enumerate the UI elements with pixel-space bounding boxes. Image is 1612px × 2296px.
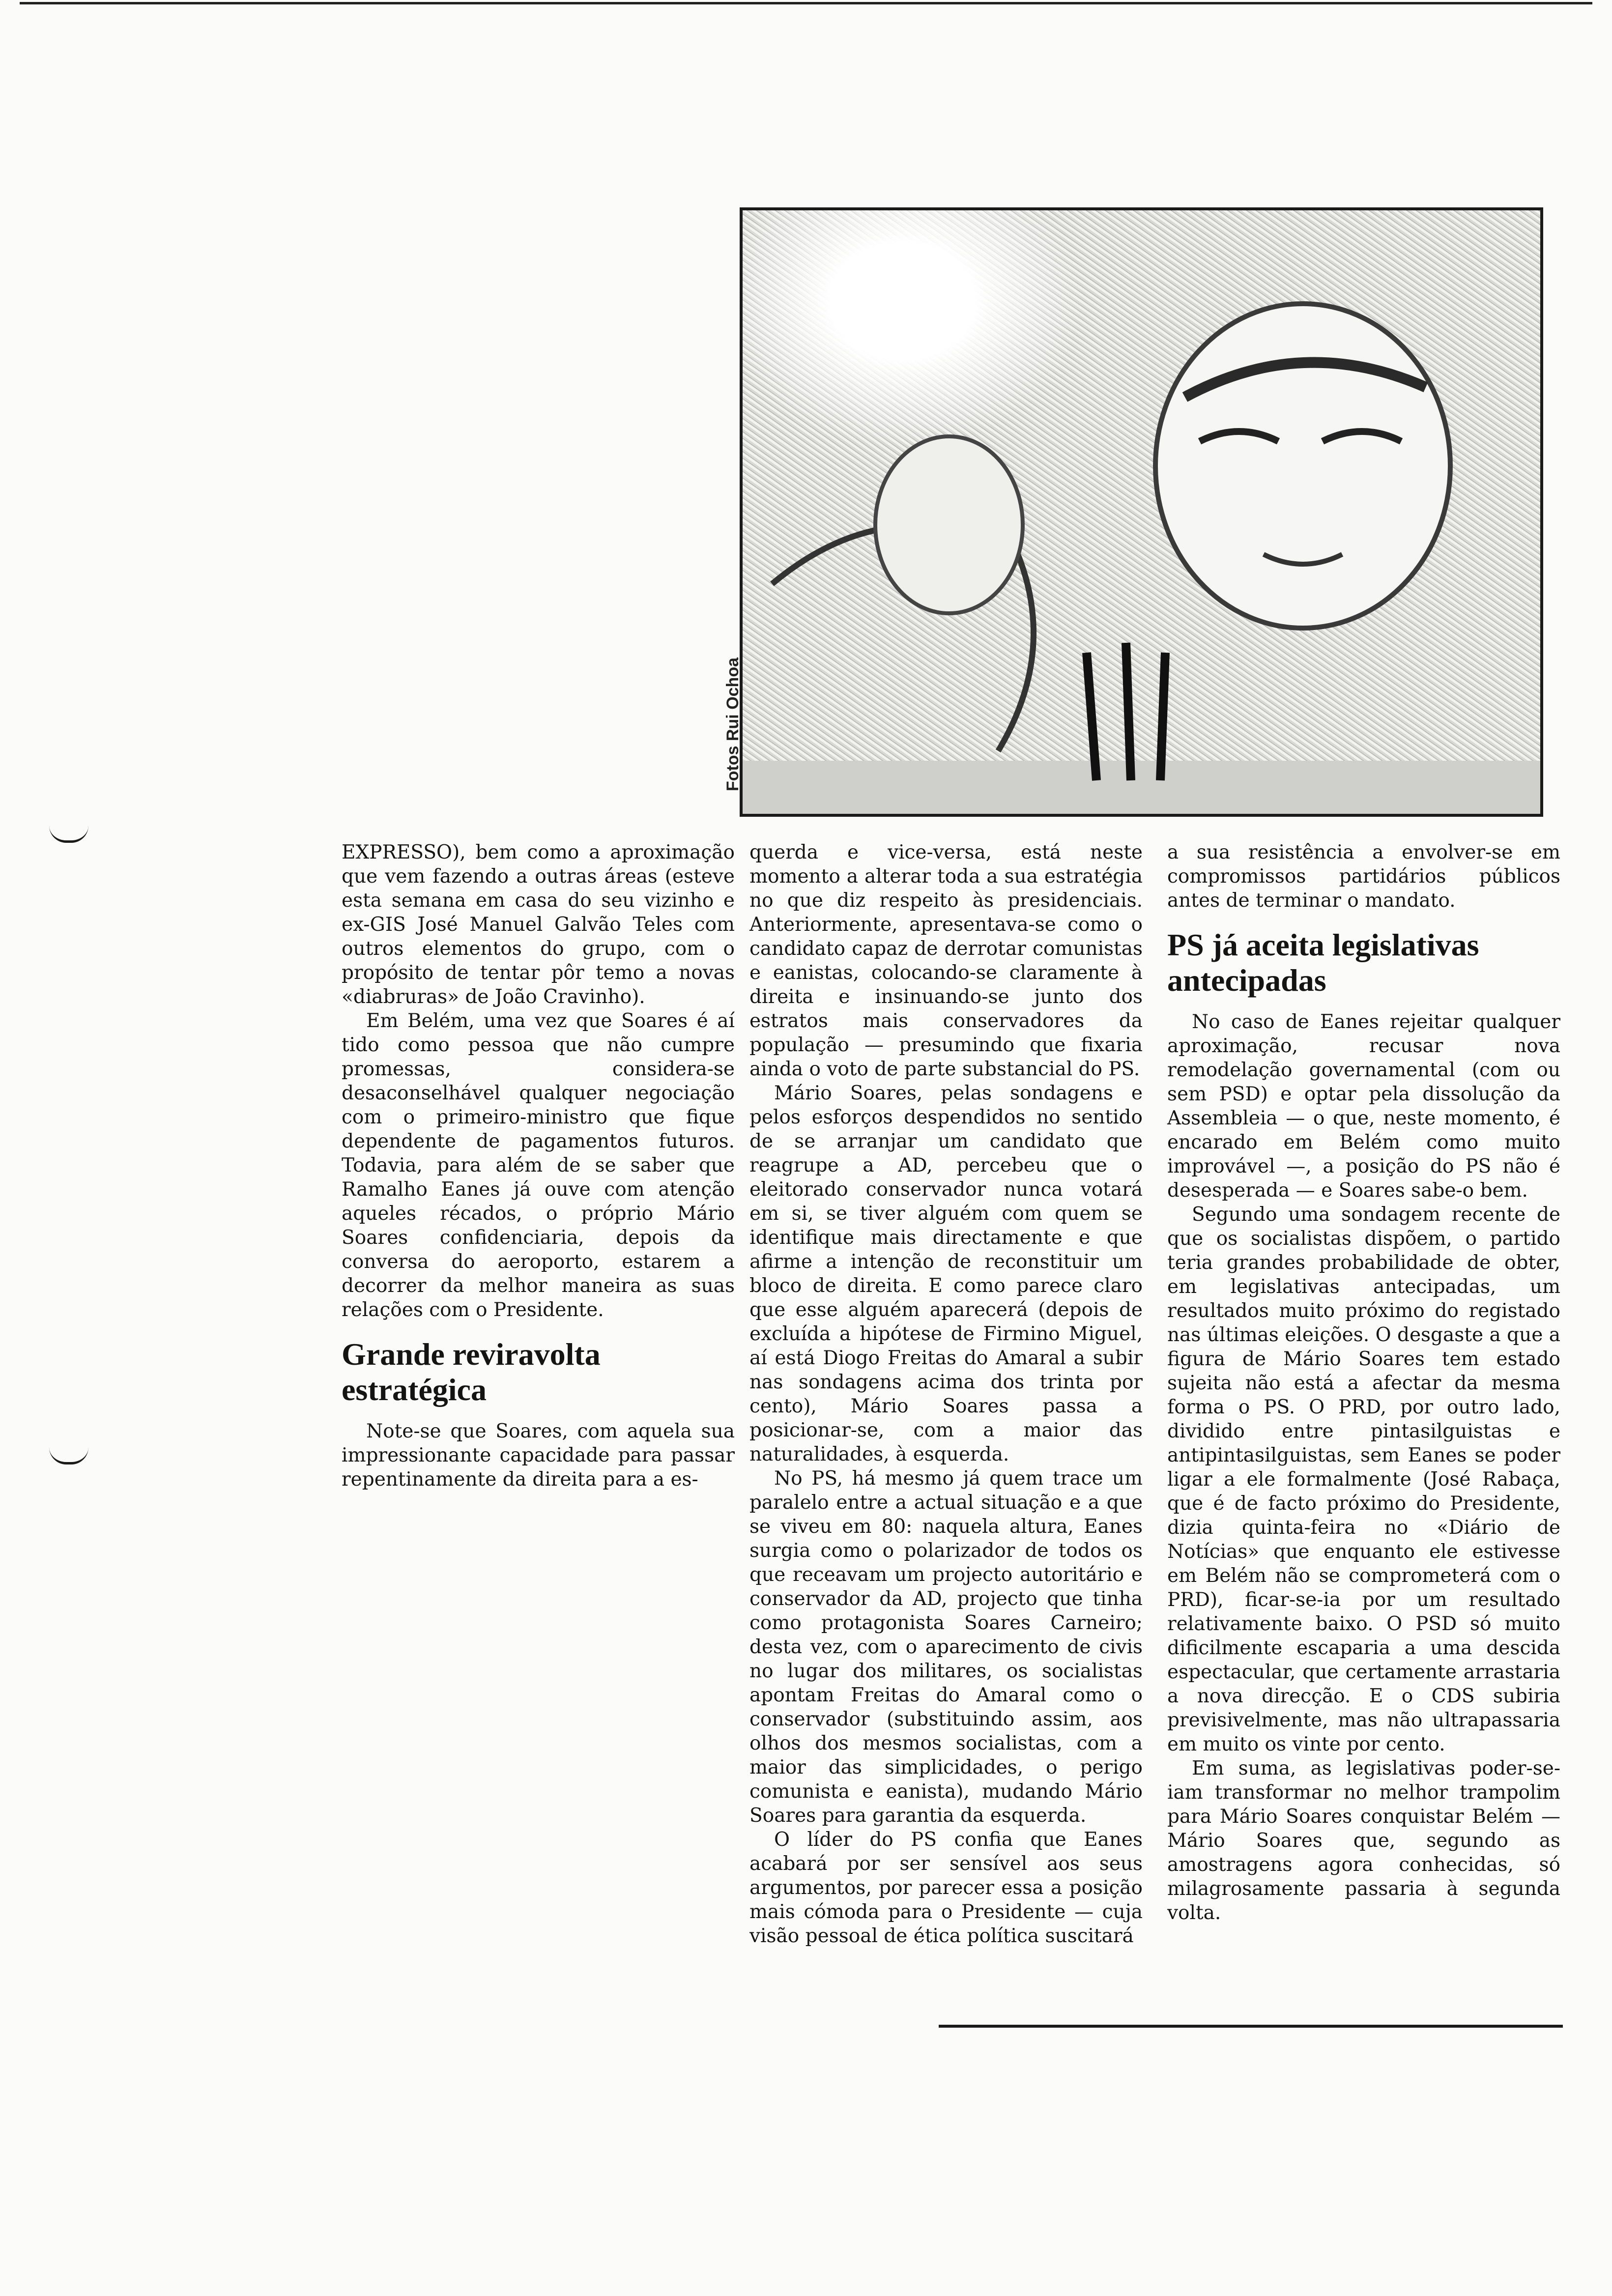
paragraph: EXPRESSO), bem como a aproximação que vem fazendo a outras áreas (esteve esta semana em casa do seu vizinho e ex-GIS José Manuel Galvão Teles com outros elementos do grupo, com o propósito de tentar pôr temo a novas «diabruras» de João Cravinho). [342,841,735,1008]
paragraph: No PS, há mesmo já quem trace um paralelo entre a actual situação e a que se viveu em 80: naquela altura, Eanes surgia como o polarizador de todos os que receavam um projecto autoritário e conservador da AD, projecto que tinha como protagonista Soares Carneiro; desta vez, com o aparecimento de civis no lugar dos militares, os socialistas apontam Freitas do Amaral como o conservador (substituindo assim, aos olhos dos mesmos socialistas, com a maior das simplicidades, o perigo comunista e eanista), mudando Mário Soares para garantia da esquerda. [749,1467,1143,1827]
paragraph: O líder do PS confia que Eanes acabará por ser sensível aos seus argumentos, por parecer essa a posição mais cómoda para o Presidente — cuja visão pessoal de ética política suscitará [749,1829,1143,1947]
column-1 [342,840,735,1492]
column-3 [1167,840,1560,1925]
paragraph: querda e vice-versa, está neste momento a alterar toda a sua estratégia no que diz respeito às presidenciais. Anteriormente, apresentava-se como o candidato capaz de derrotar comunistas e eanistas, colocando-se claramente à direita e insinuando-se junto dos estratos mais conservadores da população — presumindo que fixaria ainda o voto de parte substancial do PS. [749,841,1143,1080]
paragraph: Mário Soares, pelas sondagens e pelos esforços despendidos no sentido de se arranjar um candidato que reagrupe a AD, percebeu que o eleitorado conservador nunca votará em si, se tiver alguém com quem se identifique mais directamente e que afirme a intenção de reconstituir um bloco de direita. E como parece claro que esse alguém aparecerá (depois de excluída a hipótese de Firmino Miguel, aí está Diogo Freitas do Amaral a subir nas sondagens acima dos trinta por cento), Mário Soares passa a posicionar-se, com a maior das naturalidades, à esquerda. [749,1082,1143,1465]
paragraph: Em Belém, uma vez que Soares é aí tido como pessoa que não cumpre promessas, considera-se desaconselhável qualquer negociação com o primeiro-ministro que fique dependente de pagamentos futuros. Todavia, para além de se saber que Ramalho Eanes já ouve com atenção aqueles récados, o próprio Mário Soares confidenciaria, depois da conversa do aeroporto, estarem a decorrer da melhor maneira as suas relações com o Presidente. [342,1010,735,1321]
paragraph: No caso de Eanes rejeitar qualquer aproximação, recusar nova remodelação governamental (com ou sem PSD) e optar pela dissolução da Assembleia — o que, neste momento, é encarado em Belém como muito improvável —, a posição do PS não é desesperada — e Soares sabe-o bem. [1167,1011,1560,1202]
paragraph: a sua resistência a envolver-se em compromissos partidários públicos antes de terminar o mandato. [1167,841,1560,912]
paragraph: Segundo uma sondagem recente de que os socialistas dispõem, o partido teria grandes probabilidade de obter, em legislativas antecipadas, um resultados muito próximo do registado nas últimas eleições. O desgaste a que a figura de Mário Soares tem estado sujeita não está a afectar da mesma forma o PS. O PRD, por outro lado, dividido entre pintasilguistas e antipintasilguistas, sem Eanes se poder ligar a ele formalmente (José Rabaça, que é de facto próximo do Presidente, dizia quinta-feira no «Diário de Notícias» que enquanto ele estivesse em Belém não se comprometerá com o PRD), ficar-se-ia por um resultado relativamente baixo. O PSD só muito dificilmente escaparia a uma descida espectacular, que certamente arrastaria a nova direcção. E o CDS subiria previsivelmente, mas não ultrapassaria em muito os vinte por cento. [1167,1204,1560,1755]
top-rule [20,2,1592,4]
hole-punch-mark [49,1447,88,1464]
section-heading: PS já aceita legislativas antecipadas [1167,927,1479,998]
article-photo [740,207,1543,817]
portrait-photo-icon [743,210,1540,814]
hole-punch-mark [49,826,88,843]
section-heading: Grande reviravolta estratégica [342,1337,601,1407]
column-2 [749,840,1143,1948]
bottom-rule [939,2025,1563,2028]
photo-credit: Fotos Rui Ochoa [723,658,742,791]
paragraph: Note-se que Soares, com aquela sua impressionante capacidade para passar repentinamente da direita para a es- [342,1420,735,1491]
paragraph: Em suma, as legislativas poder-se-iam transformar no melhor trampolim para Mário Soares conquistar Belém — Mário Soares que, segundo as amostragens agora conhecidas, só milagrosamente passaria à segunda volta. [1167,1757,1560,1924]
